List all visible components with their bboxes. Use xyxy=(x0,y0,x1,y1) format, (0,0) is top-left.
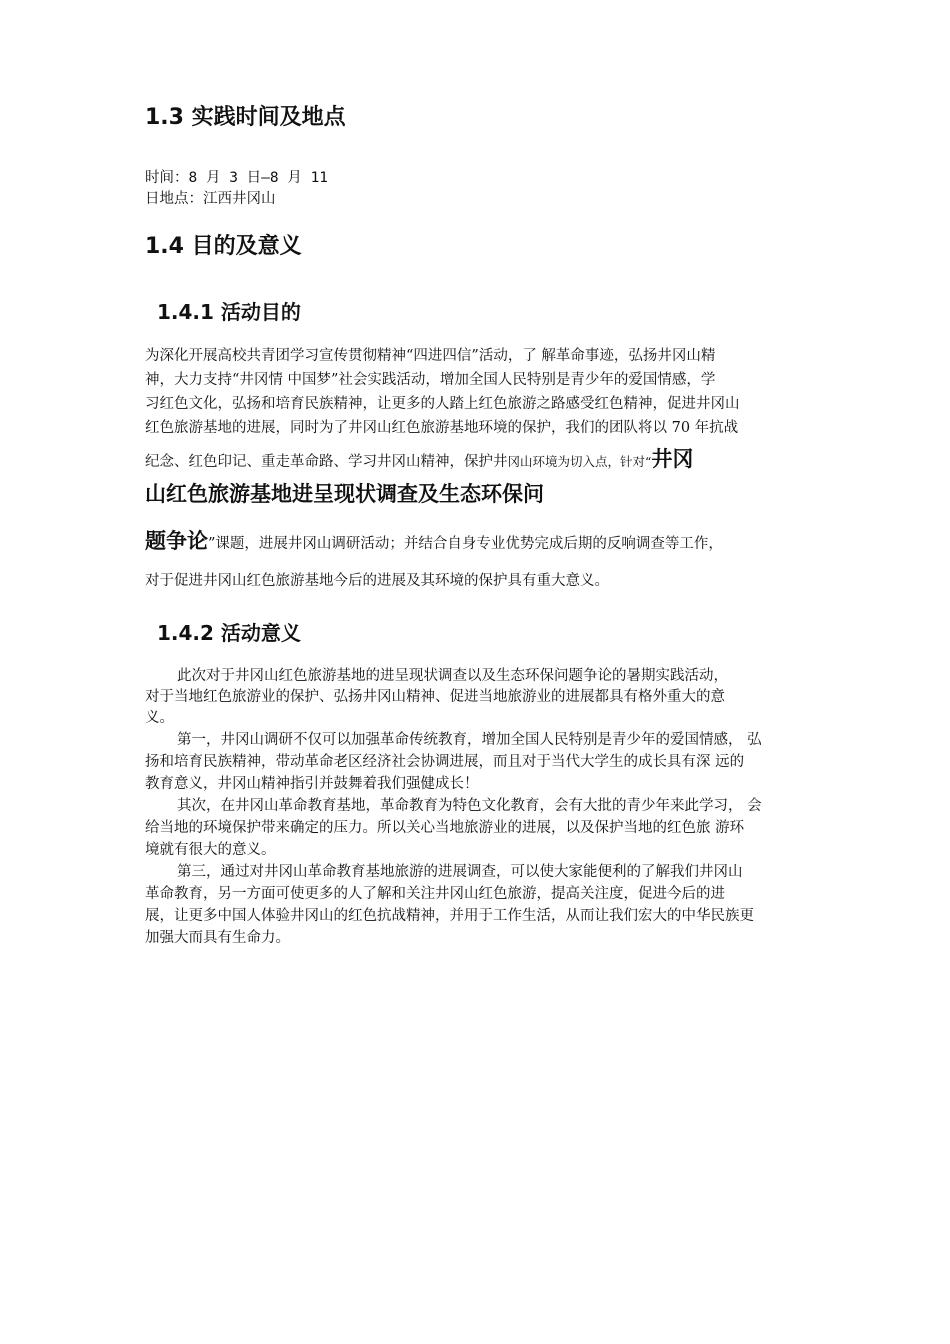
purpose-topic-line xyxy=(145,527,723,558)
heading-1-4-1: 1.4.1 活动目的 xyxy=(157,300,301,324)
meaning-line-5: 扬和培育民族精神，带动革命老区经济社会协调进展，而且对于当代大学生的成长具有深 远的 xyxy=(145,754,745,770)
purpose-big-line: 山红色旅游基地进呈现状调查及生态环保问 xyxy=(145,482,544,506)
meaning-line-4: 第一，井冈山调研不仅可以加强革命传统教育，增加全国人民特别是青少年的爱国情感， 弘 xyxy=(177,732,762,748)
heading-1-4-2: 1.4.2 活动意义 xyxy=(157,621,301,645)
meaning-line-7: 其次，在井冈山革命教育基地，革命教育为特色文化教育，会有大批的青少年来此学习， 会 xyxy=(177,798,762,814)
meaning-line-11: 革命教育，另一方面可使更多的人了解和关注井冈山红色旅游，提高关注度，促进今后的进 xyxy=(145,886,725,902)
heading-1-3: 1.3 实践时间及地点 xyxy=(145,105,346,130)
meaning-line-13: 加强大而具有生命力。 xyxy=(145,930,290,946)
heading-1-4: 1.4 目的及意义 xyxy=(145,234,302,259)
purpose-line-5-part-c: 井冈 xyxy=(651,447,694,471)
meaning-line-3: 义。 xyxy=(145,710,174,726)
meaning-line-6: 教育意义，井冈山精神指引并鼓舞着我们强健成长！ xyxy=(145,776,479,792)
purpose-line-3: 习红色文化，弘扬和培育民族精神，让更多的人踏上红色旅游之路感受红色精神，促进井冈山 xyxy=(145,396,740,412)
purpose-line-5-part-b: 冈山环境为切入点，针对“ xyxy=(507,454,652,469)
meaning-line-10: 第三，通过对井冈山革命教育基地旅游的进展调查，可以使大家能便利的了解我们井冈山 xyxy=(177,864,743,880)
topic-rest-text: ”课题，进展井冈山调研活动；并结合自身专业优势完成后期的反响调查等工作， xyxy=(208,536,723,552)
purpose-line-2: 神，大力支持“井冈情 中国梦”社会实践活动，增加全国人民特别是青少年的爱国情感，学 xyxy=(145,372,716,388)
meaning-line-9: 境就有很大的意义。 xyxy=(145,842,276,858)
purpose-last-line: 对于促进井冈山红色旅游基地今后的进展及其环境的保护具有重大意义。 xyxy=(145,573,609,589)
purpose-line-1: 为深化开展高校共青团学习宣传贯彻精神“四进四信”活动，了 解革命事迹，弘扬井冈山精 xyxy=(145,348,716,364)
time-line: 时间：8 月 3 日—8 月 11 xyxy=(145,170,329,186)
meaning-line-8: 给当地的环境保护带来确定的压力。所以关心当地旅游业的进展，以及保护当地的红色旅 游环 xyxy=(145,820,745,836)
meaning-line-2: 对于当地红色旅游业的保护、弘扬井冈山精神、促进当地旅游业的进展都具有格外重大的意 xyxy=(145,689,725,705)
meaning-line-12: 展，让更多中国人体验井冈山的红色抗战精神，并用于工作生活，从而让我们宏大的中华民族更 xyxy=(145,908,754,924)
topic-big-text: 题争论 xyxy=(145,529,208,553)
purpose-line-5 xyxy=(145,449,693,473)
purpose-line-4: 红色旅游基地的进展，同时为了井冈山红色旅游基地环境的保护，我们的团队将以 70 年抗战 xyxy=(145,420,739,436)
purpose-line-5-part-a: 纪念、红色印记、重走革命路、学习井冈山精神，保护井 xyxy=(145,454,508,470)
place-line: 日地点：江西井冈山 xyxy=(145,191,276,207)
meaning-line-1: 此次对于井冈山红色旅游基地的进呈现状调查以及生态环保问题争论的暑期实践活动， xyxy=(177,668,728,684)
